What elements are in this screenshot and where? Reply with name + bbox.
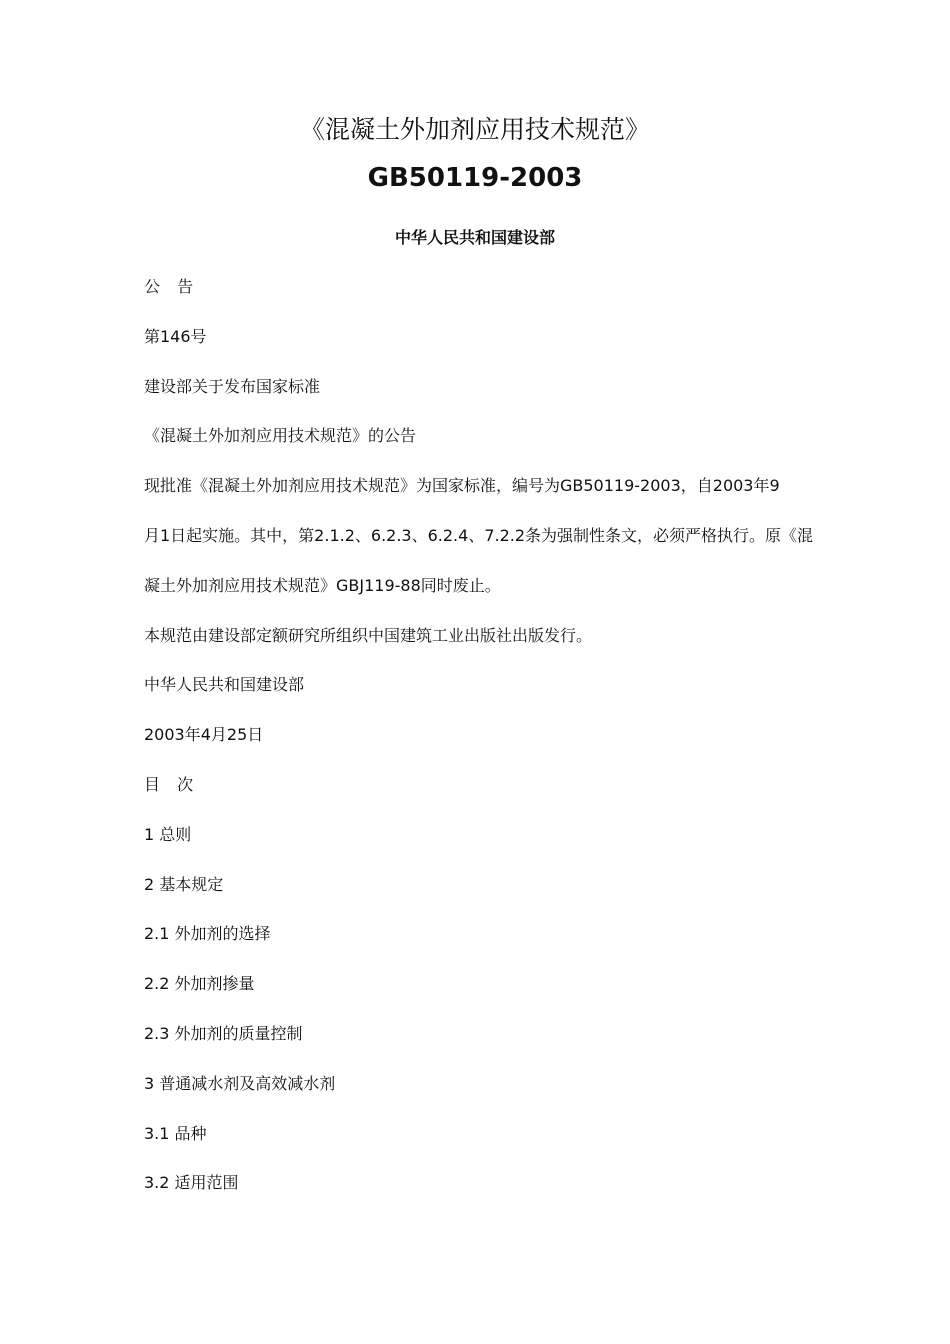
paragraph-approval-line-2: 月1日起实施。其中，第2.1.2、6.2.3、6.2.4、7.2.2条为强制性条文，必须严格执行。原《混 bbox=[144, 525, 814, 545]
issuing-authority: 中华人民共和国建设部 bbox=[394, 228, 555, 247]
standard-code: GB50119-2003 bbox=[367, 163, 583, 193]
toc-item: 2.2 外加剂掺量 bbox=[144, 974, 255, 994]
announcement-date: 2003年4月25日 bbox=[144, 725, 264, 745]
toc-item: 2.3 外加剂的质量控制 bbox=[144, 1023, 303, 1043]
announcement-subject-line-2: 《混凝土外加剂应用技术规范》的公告 bbox=[144, 426, 417, 446]
toc-item: 2 基本规定 bbox=[144, 874, 224, 894]
signature-authority: 中华人民共和国建设部 bbox=[144, 675, 305, 695]
paragraph-publication: 本规范由建设部定额研究所组织中国建筑工业出版社出版发行。 bbox=[144, 625, 593, 645]
toc-item: 3.1 品种 bbox=[144, 1123, 207, 1143]
document-title: 《混凝土外加剂应用技术规范》 bbox=[299, 115, 650, 144]
toc-heading: 目 次 bbox=[144, 774, 200, 794]
paragraph-approval-line-3: 凝土外加剂应用技术规范》GBJ119-88同时废止。 bbox=[144, 575, 501, 595]
toc-item: 3 普通减水剂及高效减水剂 bbox=[144, 1073, 336, 1093]
announcement-heading: 公 告 bbox=[144, 277, 200, 296]
announcement-subject-line-1: 建设部关于发布国家标准 bbox=[144, 376, 321, 396]
toc-item: 2.1 外加剂的选择 bbox=[144, 924, 271, 944]
toc-item: 3.2 适用范围 bbox=[144, 1173, 239, 1193]
announcement-number: 第146号 bbox=[144, 326, 207, 346]
toc-item: 1 总则 bbox=[144, 824, 192, 844]
paragraph-approval-line-1: 现批准《混凝土外加剂应用技术规范》为国家标准，编号为GB50119-2003，自2003年9 bbox=[144, 476, 780, 496]
document-body bbox=[144, 270, 824, 1216]
